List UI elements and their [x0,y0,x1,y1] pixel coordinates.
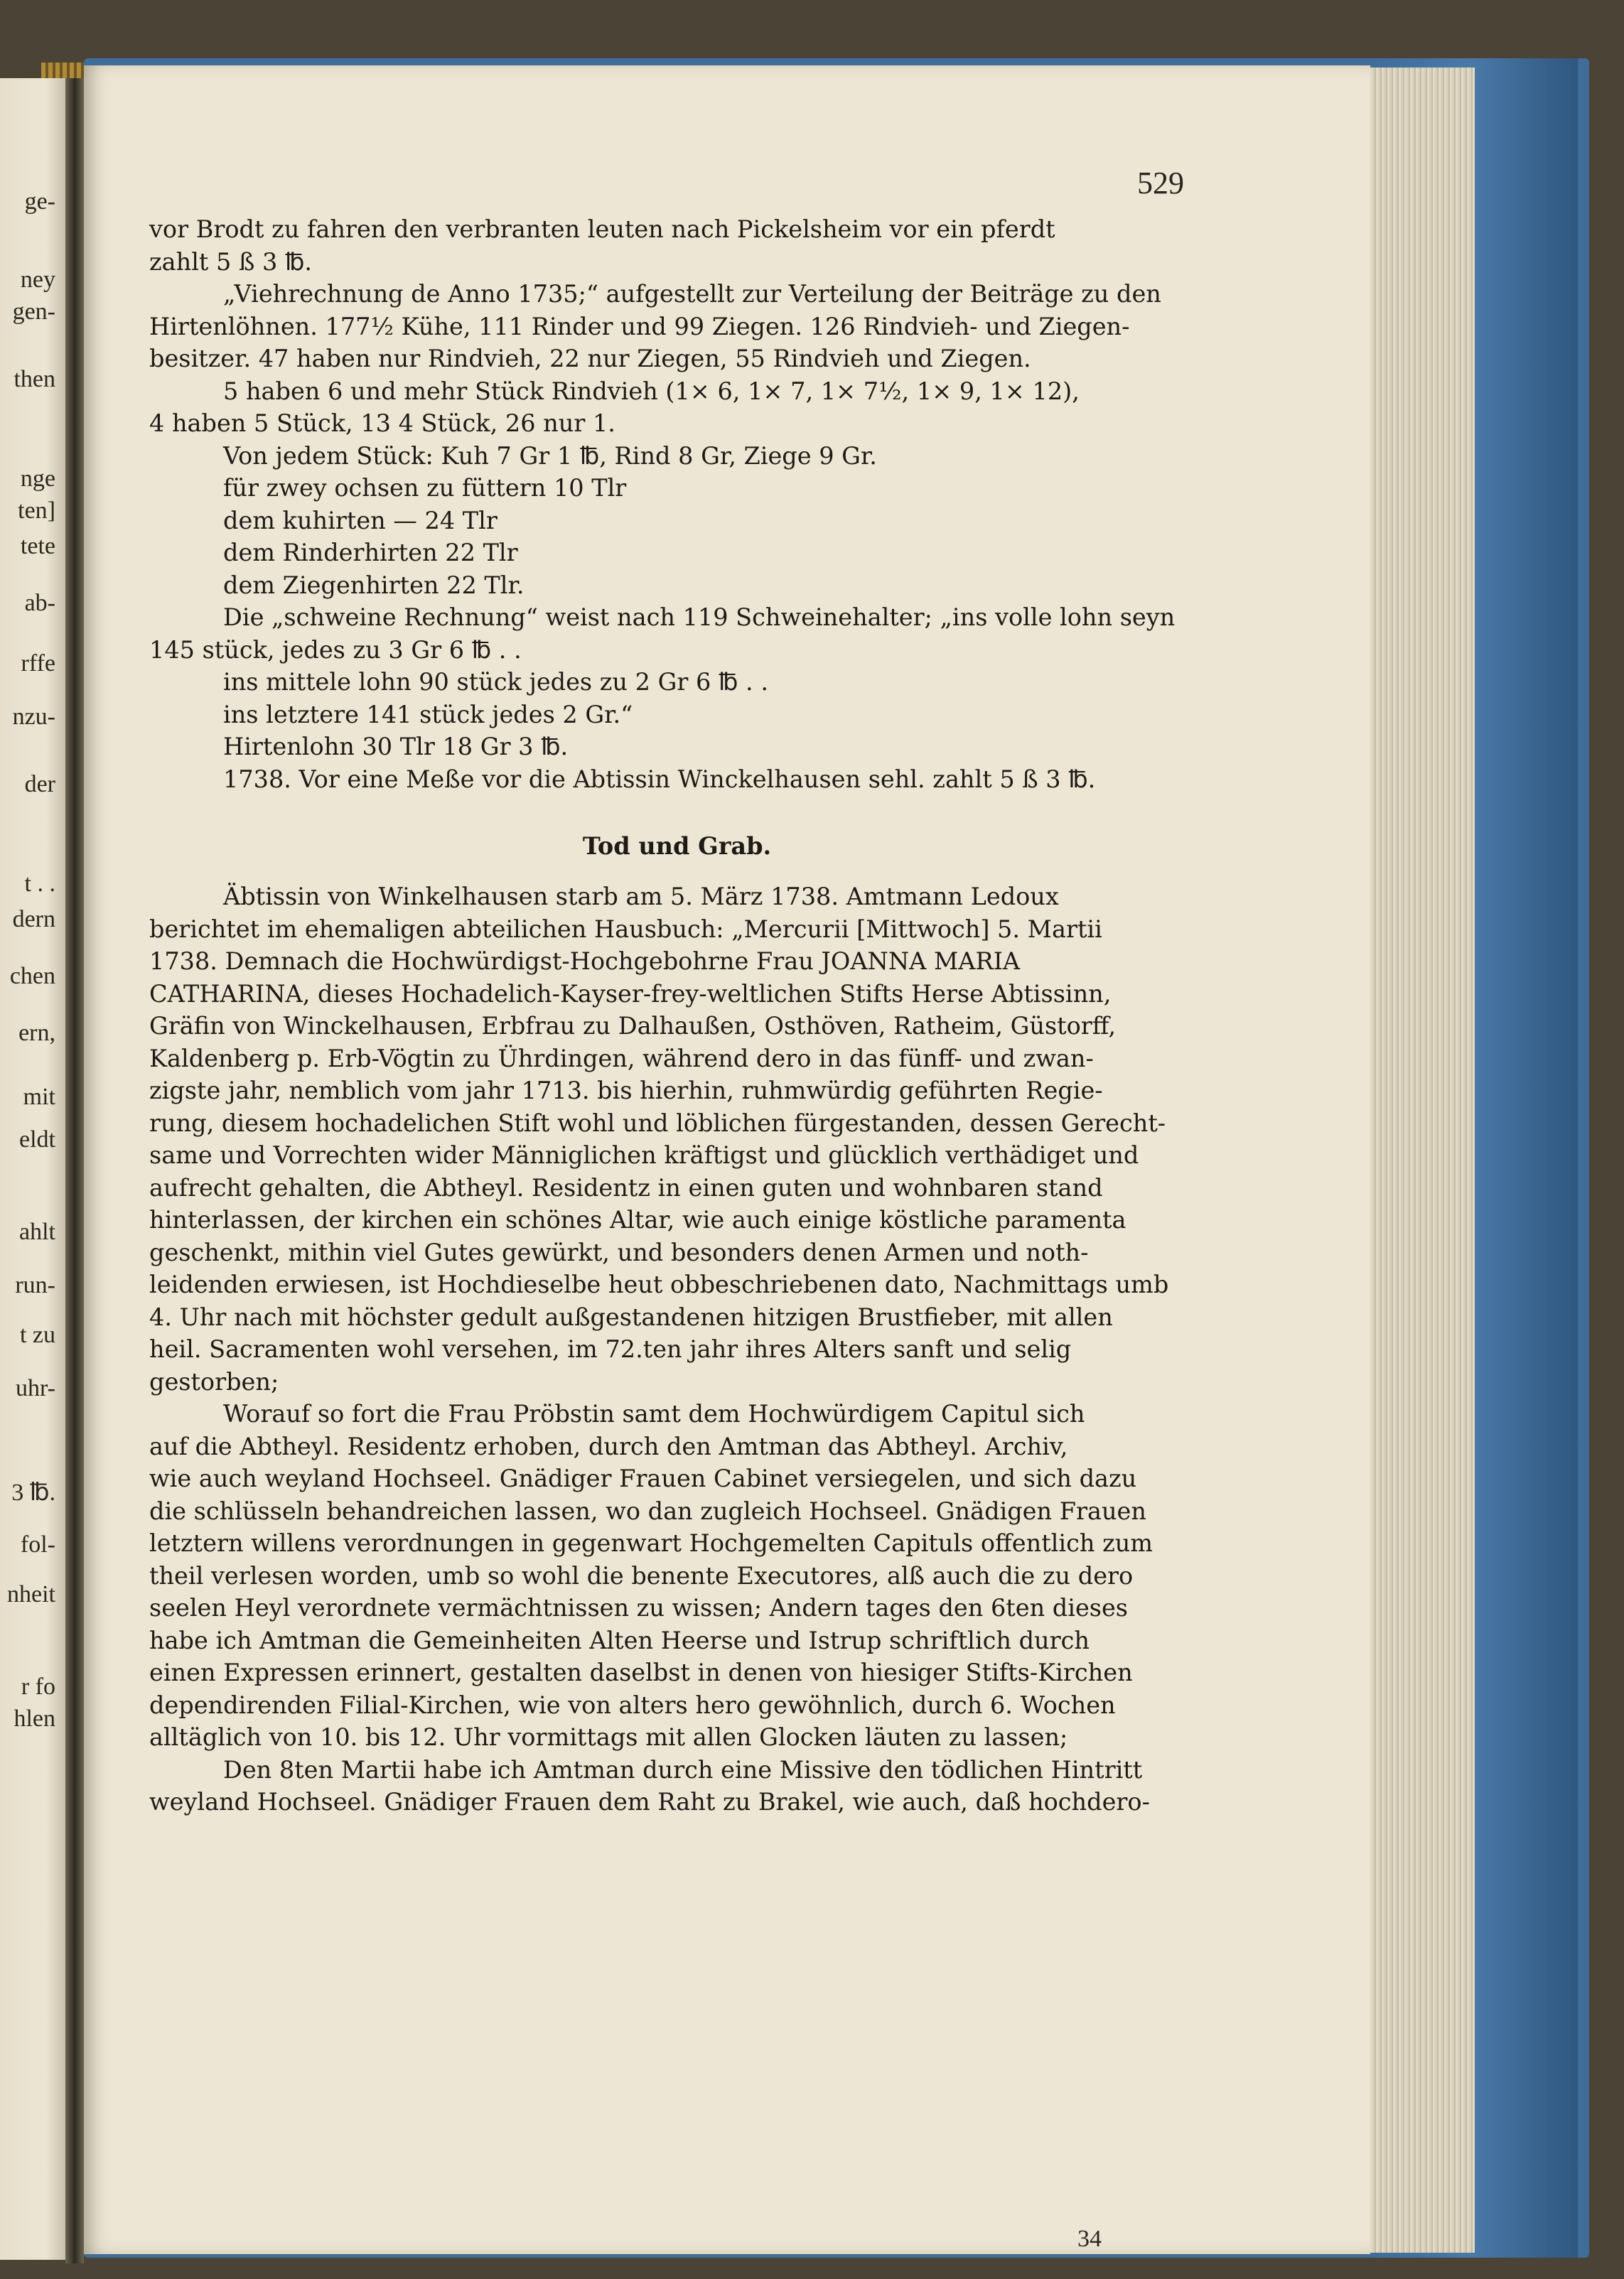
page-block-edges [1361,68,1475,2253]
page [84,65,1370,2254]
text-line: dem Ziegenhirten 22 Tlr. [223,571,525,599]
facing-page-fragment: fol- [20,1531,55,1558]
text-line: 1738. Demnach die Hochwürdigst-Hochgebohrne Frau JOANNA MARIA [149,947,1021,975]
facing-page-fragment: rffe [21,650,55,677]
text-line: die schlüsseln behandreichen lassen, wo dan zugleich Hochseel. Gnädigen Frauen [149,1497,1146,1525]
page-body [149,213,1205,1819]
facing-page-fragment: der [24,771,55,797]
text-line: ins letztere 141 stück jedes 2 Gr.“ [223,700,633,728]
paragraph-accounts [149,213,1205,795]
text-line: leidenden erwiesen, ist Hochdieselbe heut obbeschriebenen dato, Nachmittags umb [149,1271,1169,1298]
facing-page-fragment: then [14,366,55,392]
facing-page-fragment: uhr- [16,1375,55,1401]
paragraph-death-report [149,880,1205,1398]
facing-page [0,78,65,2260]
text-line: habe ich Amtman die Gemeinheiten Alten Heerse und Istrup schriftlich durch [149,1626,1090,1654]
text-line: CATHARINA, dieses Hochadelich-Kayser-frey-weltlichen Stifts Herse Abtissinn, [149,979,1112,1008]
paragraph-sealing [149,1398,1205,1754]
text-line: seelen Heyl verordnete vermächtnissen zu wissen; Andern tages den 6ten dieses [149,1594,1129,1622]
text-line: 4 haben 5 Stück, 13 4 Stück, 26 nur 1. [149,409,615,437]
text-line: rung, diesem hochadelichen Stift wohl und löblichen fürgestanden, dessen Gerecht- [149,1109,1166,1137]
book-gutter [65,68,84,2263]
text-line: aufrecht gehalten, die Abtheyl. Residentz in einen guten und wohnbaren stand [149,1173,1103,1202]
facing-page-fragment: eldt [19,1126,55,1153]
facing-page-fragment: ney [20,266,55,293]
facing-page-fragment: t . . [24,871,55,897]
text-line: Die „schweine Rechnung“ weist nach 119 Schweinehalter; „ins volle lohn seyn [223,603,1176,631]
text-line: 1738. Vor eine Meße vor die Abtissin Winckelhausen sehl. zahlt 5 ß 3 ℔. [223,765,1096,793]
facing-page-fragment: nzu- [12,704,55,730]
text-line: dependirenden Filial-Kirchen, wie von alters hero gewöhnlich, durch 6. Wochen [149,1691,1116,1719]
facing-page-fragment: ge- [24,188,55,215]
text-line: weyland Hochseel. Gnädiger Frauen dem Raht zu Brakel, wie auch, daß hochdero- [149,1788,1150,1816]
text-line: Worauf so fort die Frau Pröbstin samt dem Hochwürdigem Capitul sich [223,1400,1085,1428]
facing-page-fragment: nheit [7,1581,55,1607]
text-line: gestorben; [149,1367,279,1396]
text-line: Äbtissin von Winkelhausen starb am 5. März 1738. Amtmann Ledoux [223,883,1059,910]
text-line: Von jedem Stück: Kuh 7 Gr 1 ℔, Rind 8 Gr, Ziege 9 Gr. [223,441,877,470]
text-line: Kaldenberg p. Erb-Vögtin zu Ührdingen, während dero in das fünff- und zwan- [149,1044,1094,1072]
signature-mark: 34 [1077,2226,1102,2252]
headband [41,63,84,78]
text-line: ins mittele lohn 90 stück jedes zu 2 Gr 6 ℔ . . [223,668,768,696]
text-line: 5 haben 6 und mehr Stück Rindvieh (1× 6, 1× 7, 1× 7½, 1× 9, 1× 12), [223,377,1080,405]
text-line: same und Vorrechten wider Männiglichen kräftigst und glücklich verthädiget und [149,1141,1139,1169]
text-line: 4. Uhr nach mit höchster gedult außgestandenen hitzigen Brustfieber, mit allen [149,1303,1113,1331]
text-line: heil. Sacramenten wohl versehen, im 72.ten jahr ihres Alters sanft und selig [149,1335,1072,1363]
facing-page-fragment: r fo [21,1674,55,1700]
text-line: alltäglich von 10. bis 12. Uhr vormittags mit allen Glocken läuten zu lassen; [149,1723,1068,1751]
text-line: Hirtenlöhnen. 177½ Kühe, 111 Rinder und 99 Ziegen. 126 Rindvieh- und Ziegen- [149,312,1130,340]
facing-page-fragment: t zu [19,1322,55,1348]
facing-page-fragment: chen [9,963,55,989]
text-line: vor Brodt zu fahren den verbranten leuten nach Pickelsheim vor ein pferdt [149,215,1055,243]
text-line: Gräfin von Winckelhausen, Erbfrau zu Dalhaußen, Osthöven, Ratheim, Güstorff, [149,1012,1117,1040]
text-line: „Viehrechnung de Anno 1735;“ aufgestellt zur Verteilung der Beiträge zu den [223,280,1161,308]
text-line: auf die Abtheyl. Residentz erhoben, durch den Amtman das Abtheyl. Archiv, [149,1432,1068,1460]
text-line: besitzer. 47 haben nur Rindvieh, 22 nur Ziegen, 55 Rindvieh und Ziegen. [149,345,1031,372]
facing-page-fragment: ern, [18,1020,55,1046]
text-line: für zwey ochsen zu füttern 10 Tlr [223,474,627,502]
facing-page-fragment: run- [15,1272,55,1298]
facing-page-fragment: nge [20,465,55,492]
text-line: theil verlesen worden, umb so wohl die benente Executores, alß auch die zu dero [149,1561,1134,1590]
text-line: letztern willens verordnungen in gegenwart Hochgemelten Capituls offentlich zum [149,1529,1154,1557]
text-line: einen Expressen erinnert, gestalten daselbst in denen von hiesiger Stifts-Kirchen [149,1659,1133,1686]
facing-page-fragment: ahlt [19,1219,55,1245]
text-line: zahlt 5 ß 3 ℔. [149,247,313,276]
text-line: Den 8ten Martii habe ich Amtman durch eine Missive den tödlichen Hintritt [223,1755,1143,1784]
text-line: geschenkt, mithin viel Gutes gewürkt, und besonders denen Armen und noth- [149,1238,1089,1266]
text-line: dem Rinderhirten 22 Tlr [223,539,518,566]
text-line: zigste jahr, nemblich vom jahr 1713. bis hierhin, ruhmwürdig geführten Regie- [149,1077,1103,1104]
text-line: dem kuhirten — 24 Tlr [223,506,498,534]
page-number: 529 [1137,166,1184,200]
text-line: hinterlassen, der kirchen ein schönes Altar, wie auch einige köstliche paramenta [149,1206,1126,1234]
text-line: Hirtenlohn 30 Tlr 18 Gr 3 ℔. [223,733,569,760]
facing-page-fragment: mit [23,1084,55,1110]
facing-page-fragment: gen- [12,298,55,325]
facing-page-fragment: dern [12,906,55,932]
facing-page-fragment: 3 ℔. [11,1480,55,1506]
text-line: wie auch weyland Hochseel. Gnädiger Frauen Cabinet versiegelen, und sich dazu [149,1465,1137,1492]
text-line: berichtet im ehemaligen abteilichen Hausbuch: „Mercurii [Mittwoch] 5. Martii [149,915,1102,943]
facing-page-fragment: ten] [18,497,55,524]
facing-page-fragment: ab- [24,590,55,616]
section-heading: Tod und Grab. [582,832,772,860]
facing-page-fragment: hlen [14,1706,55,1732]
paragraph-missive [149,1754,1205,1819]
text-line: 145 stück, jedes zu 3 Gr 6 ℔ . . [149,635,522,664]
facing-page-fragment: tete [20,533,55,559]
